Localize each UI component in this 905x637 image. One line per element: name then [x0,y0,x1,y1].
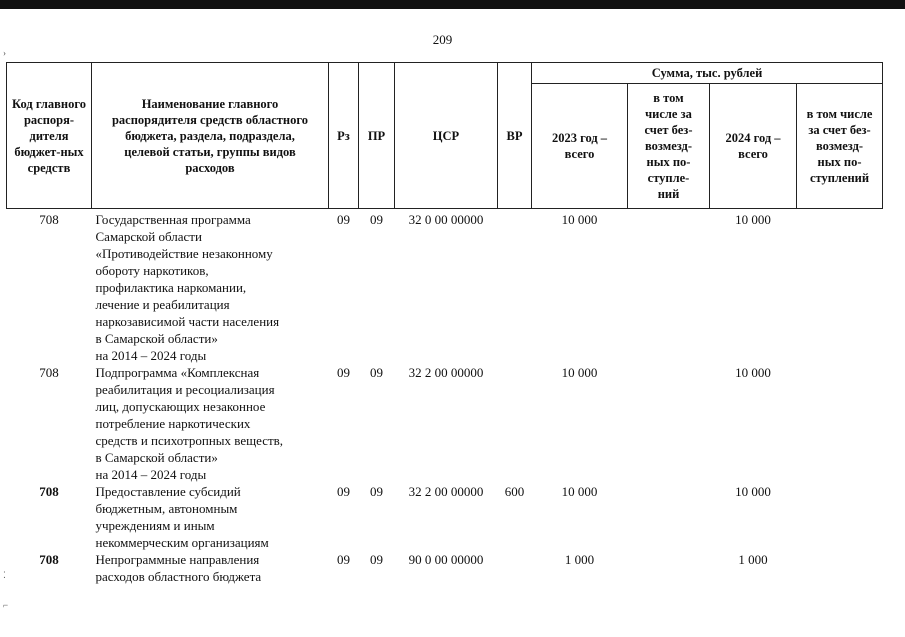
row-rz: 09 [337,484,350,499]
row-2024-gratuitous [797,209,883,365]
budget-table [6,62,883,585]
row-vr [498,364,532,483]
row-name: Подпрограмма «Комплексная реабилитация и ресоциализация лиц, допускающих незаконное потребление наркотических средств и психотропных веществ, в Самарской области» на 2014 – 2024 годы [95,365,284,482]
row-pr: 09 [370,212,383,227]
table-row [7,364,883,483]
row-2023-gratuitous [628,364,710,483]
row-2024-gratuitous [797,551,883,585]
row-csr: 32 2 00 00000 [408,484,484,499]
row-code: 708 [39,552,59,567]
table-body [7,209,883,586]
scan-margin-mark: ⁚ [3,570,6,580]
row-2023-gratuitous [628,483,710,551]
page-top-border [0,0,905,9]
table-header [7,63,883,209]
scan-margin-mark: › [3,48,6,58]
row-name: Предоставление субсидий бюджетным, автономным учреждениям и иным некоммерческим организациям [95,484,269,550]
row-pr: 09 [370,365,383,380]
header-2024-gratuitous: в том числе за счет без-возмезд-ных по-ступлений [797,84,883,209]
row-rz: 09 [337,212,350,227]
row-2023-gratuitous [628,209,710,365]
header-2024-total: 2024 год – всего [710,84,797,209]
header-vr: ВР [498,63,532,209]
row-2024-gratuitous [797,364,883,483]
table-row [7,551,883,585]
row-name: Государственная программа Самарской области «Противодействие незаконному обороту наркотиков, профилактика наркомании, лечение и реабилитация наркозависимой части населения в Самарской области» на 2014 – 2024 годы [95,212,280,363]
row-2023-gratuitous [628,551,710,585]
row-rz: 09 [337,552,350,567]
header-rz: Рз [329,63,359,209]
row-2023-total: 10 000 [561,365,598,380]
row-name: Непрограммные направления расходов областного бюджета [95,552,262,584]
row-code: 708 [39,212,59,227]
row-vr: 600 [504,484,525,499]
row-csr: 90 0 00 00000 [408,552,484,567]
row-2024-total: 10 000 [735,365,771,380]
row-csr: 32 0 00 00000 [408,212,484,227]
header-sum-group: Сумма, тыс. рублей [532,63,883,84]
row-2024-total: 1 000 [738,552,768,567]
row-2024-total: 10 000 [735,212,771,227]
row-2023-total: 10 000 [561,484,598,499]
header-2023-total: 2023 год – всего [532,84,628,209]
row-2024-gratuitous [797,483,883,551]
table-row [7,483,883,551]
header-csr: ЦСР [395,63,498,209]
header-pr: ПР [359,63,395,209]
row-vr [498,551,532,585]
row-pr: 09 [370,484,383,499]
row-pr: 09 [370,552,383,567]
row-2023-total: 10 000 [561,212,598,227]
header-2023-gratuitous: в том числе за счет без-возмезд-ных по-ступле-ний [628,84,710,209]
scan-margin-mark: ⌐ [3,600,9,610]
page-number: 209 [432,32,453,47]
row-vr [498,209,532,365]
row-2023-total: 1 000 [564,552,595,567]
header-code: Код главного распоря-дителя бюджет-ных средств [7,63,92,209]
row-code: 708 [39,484,59,499]
row-code: 708 [39,365,59,380]
row-2024-total: 10 000 [735,484,771,499]
table-row [7,209,883,365]
row-csr: 32 2 00 00000 [408,365,484,380]
row-rz: 09 [337,365,350,380]
header-name: Наименование главного распорядителя средств областного бюджета, раздела, подраздела, целевой статьи, группы видов расходов [92,63,329,209]
